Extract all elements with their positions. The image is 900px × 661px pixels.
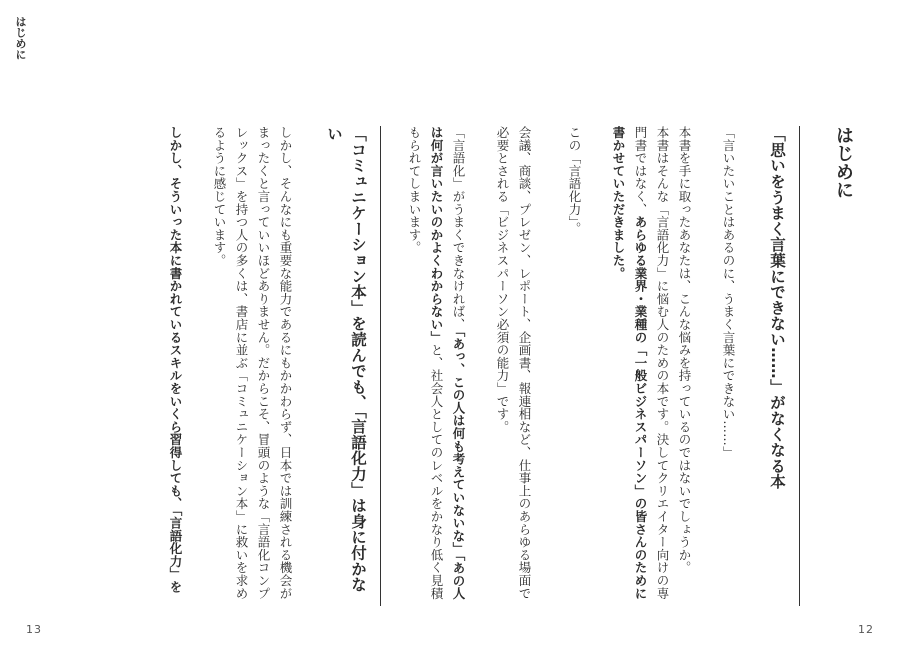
bold-paragraph: しかし、そういった本に書かれているスキルをいくら習得しても、「言語化力」を: [168, 126, 183, 594]
body-text: と、社会人としてのレベルをかなり低く見積もられてしまいます。: [407, 126, 444, 600]
body-text: 本書はそんな「言語化力」に悩む人のための本です。決してクリエイター向けの専門書ではなく、: [633, 126, 670, 600]
page-body: [60, 126, 860, 606]
body-text: 「言語化」がうまくできなければ、: [451, 126, 466, 331]
bold-text: あらゆる業界・業種の「一般ビジネスパーソン」の皆さんのために書かせていただきました。: [611, 126, 648, 600]
page-number-right: 12: [858, 623, 874, 636]
section-heading-2: 「コミュニケーション本」を読んでも、「言語化力」は身に付かない: [322, 126, 381, 606]
bold-text: 「あっ、この人は何も考えていないな」「あの人は何が言いたいのかよくわからない」: [429, 126, 466, 600]
body-paragraph: しかし、そんなにも重要な能力であるにもかかわらず、日本では訓練される機会がまったくと言っていいほどありません。だからこそ、冒頭のような「言語化コンプレックス」を持つ人の多くは、書店に並ぶ「コミュニケーション本」に救いを求めるように感じています。: [212, 126, 293, 600]
chapter-title: はじめに: [833, 126, 854, 200]
body-paragraph: [403, 126, 469, 606]
body-paragraph: [607, 126, 673, 606]
running-head: はじめに: [14, 16, 27, 60]
body-paragraph: この「言語化力」。: [567, 126, 582, 235]
body-paragraph: 会議、商談、プレゼン、レポート、企画書、報連相など、仕事上のあらゆる場面で必要とされる「ビジネスパーソン必須の能力」です。: [495, 126, 532, 600]
body-paragraph: 本書を手に取ったあなたは、こんな悩みを持っているのではないでしょうか。: [677, 126, 692, 574]
quote-paragraph: 「言いたいことはあるのに、うまく言葉にできない……」: [721, 126, 736, 459]
page-number-left: 13: [26, 623, 42, 636]
section-heading-1: 「思いをうまく言葉にできない……」がなくなる本: [765, 126, 800, 606]
